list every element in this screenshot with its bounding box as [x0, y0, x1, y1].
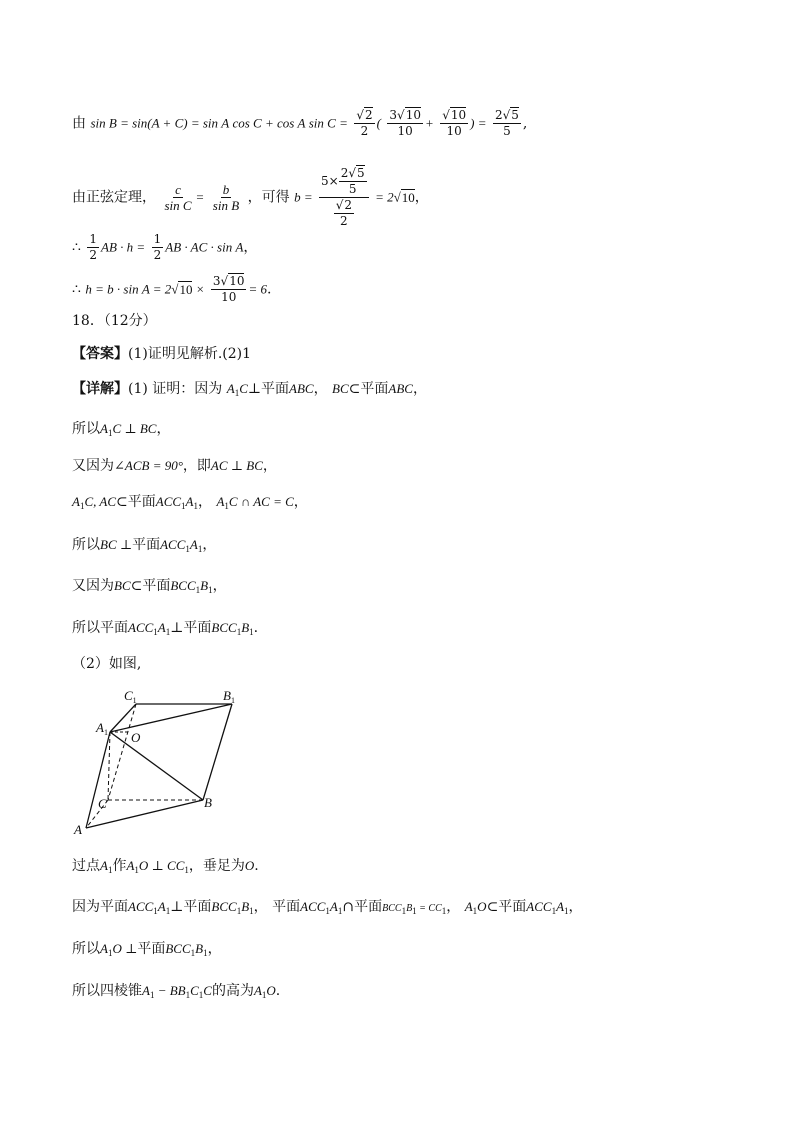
- detail-line-4: $A_1C$, AC⊂平面$ACC_1A_1$， $A_1C$ ∩ AC = C，: [72, 494, 308, 511]
- problem-number: 18．（12分）: [72, 313, 157, 329]
- answer-tag: 【答案】: [72, 346, 128, 362]
- formula-line-sine-law: 由正弦定理， $\frac{c}{\text{sin C}}$ = $\frac{b}{\text{sin B}}$ ，可得 b = 5× $\frac{2√5}{5}$ $\frac{√2}{2}$ = 2√10，: [72, 166, 429, 228]
- label-b1: $B_1$: [223, 688, 235, 705]
- formula-line-area: ∴ $\frac{1}{2}$ AB · h = $\frac{1}{2}$ AB · AC · sin A，: [72, 232, 258, 262]
- detail-line-8: 过点$A_1$作$A_1O$ ⊥ $CC_1$，垂足为O.: [72, 858, 259, 875]
- detail-line-1: 【详解】(1) 证明：因为 $A_1C\perp$平面ABC， BC⊂平面ABC，: [72, 381, 427, 398]
- formula-line-height: ∴ h = b · sin A = 2√10 × $\frac{3√10}{10}$ = 6.: [72, 274, 272, 304]
- edge-a1b1: [110, 704, 232, 732]
- detail-line-2: 所以$A_1C$ ⊥ BC，: [72, 421, 171, 438]
- prism-figure: [70, 686, 260, 836]
- detail-line-7: 所以平面$ACC_1A_1\perp$平面$BCC_1B_1$.: [72, 620, 259, 637]
- edge-a1b: [110, 732, 203, 800]
- formula-line-sinB: 由 sin B = sin(A + C) = sin A cos C + cos A sin C = $\frac{√2}{2}$ ( $\frac{3√10}{10}$ + $\frac{√10}{10}$ ) = $\frac{2√5}{5}$ ,: [72, 108, 528, 138]
- label-c: C: [98, 796, 107, 811]
- label-b: B: [204, 795, 212, 810]
- detail-line-3: 又因为∠ACB = 90°，即AC ⊥ BC，: [72, 458, 277, 474]
- label-c1: $C_1$: [124, 688, 137, 705]
- therefore-icon: ∴: [72, 239, 81, 256]
- detail-tag: 【详解】: [72, 381, 128, 397]
- text-you: 由: [72, 115, 86, 132]
- detail-line-5: 所以BC ⊥平面$ACC_1A_1$，: [72, 537, 217, 554]
- edge-a1a: [86, 732, 110, 828]
- part2-intro: （2）如图,: [72, 656, 142, 672]
- label-a1: $A_1$: [96, 720, 108, 737]
- label-o: O: [131, 730, 141, 745]
- detail-line-10: 所以$A_1O$ ⊥平面$BCC_1B_1$，: [72, 941, 222, 958]
- edge-b1b: [203, 704, 232, 800]
- answer-line: [72, 344, 251, 364]
- detail-line-9: 因为平面$ACC_1A_1\perp$平面$BCC_1B_1$， 平面$ACC_1A_1\cap$平面BCC1B1 = CC1， $A_1O\subset$平面$ACC_1A_1$，: [72, 899, 583, 916]
- label-a: A: [74, 822, 82, 836]
- detail-line-11: 所以四棱锥$A_1 - BB_1C_1C$的高为$A_1O$.: [72, 983, 281, 1000]
- text-can-get: ，可得: [247, 189, 290, 206]
- therefore-icon-2: ∴: [72, 281, 81, 298]
- edge-a1c: [108, 732, 110, 800]
- text-sine-law: 由正弦定理，: [72, 189, 156, 206]
- answer-text: (1)证明见解析.(2)1: [128, 346, 252, 362]
- detail-line-6: 又因为BC⊂平面$BCC_1B_1$，: [72, 578, 227, 595]
